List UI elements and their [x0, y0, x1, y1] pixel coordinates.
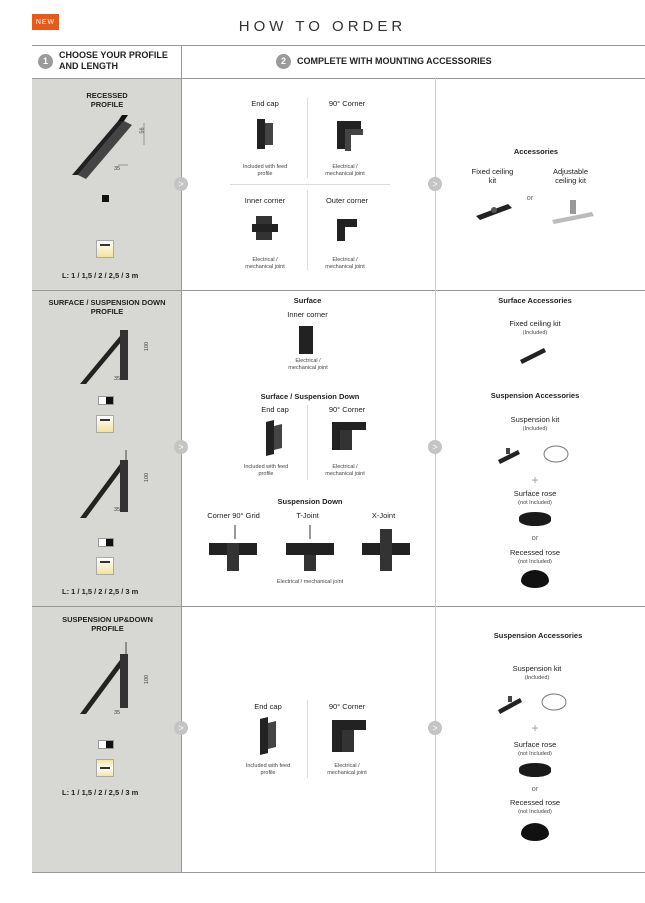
fixed-kit-label: Fixed ceiling kit: [471, 167, 514, 185]
fixed-kit-image: [474, 200, 514, 222]
next-chevron-icon[interactable]: >: [174, 177, 188, 191]
recessed-rose-image: [521, 823, 549, 841]
corner90-label: 90° Corner: [328, 99, 366, 108]
dim-height: 100: [144, 674, 151, 685]
plus-icon: +: [531, 721, 539, 735]
suspension-accessories-title: Suspension Accessories: [493, 631, 583, 640]
x-joint-label: X-Joint: [371, 511, 396, 520]
suspension-down-title: Suspension Down: [277, 497, 343, 506]
end-cap-image: [253, 117, 277, 153]
dim-width: 35: [114, 376, 121, 382]
divider: [32, 78, 645, 79]
surface-rose-note: (not Included): [518, 500, 552, 506]
step2-label: COMPLETE WITH MOUNTING ACCESSORIES: [297, 56, 492, 66]
surface-accessories-title: Surface Accessories: [498, 296, 572, 305]
divider: [307, 190, 308, 270]
fixed-kit-note: (Included): [522, 330, 548, 336]
next-chevron-icon[interactable]: >: [174, 440, 188, 454]
x-joint-image: [358, 525, 414, 573]
color-swatch: [98, 538, 114, 547]
corner90-label: 90° Corner: [328, 405, 366, 414]
inner-corner-image: [295, 322, 319, 358]
fixed-kit-image: [518, 344, 548, 366]
corner90-image: [330, 716, 370, 756]
divider: [181, 45, 182, 872]
end-cap-label: End cap: [254, 702, 282, 711]
inner-corner-image: [250, 212, 282, 248]
or-text: or: [526, 193, 534, 202]
next-chevron-icon[interactable]: >: [428, 177, 442, 191]
end-cap-label: End cap: [261, 405, 289, 414]
recessed-rose-note: (not Included): [518, 559, 552, 565]
dim-height: 100: [144, 341, 151, 352]
recessed-rose-note: (not Included): [518, 809, 552, 815]
corner90-note: Electrical / mechanical joint: [325, 164, 365, 177]
step1-label: CHOOSE YOUR PROFILE AND LENGTH: [59, 50, 168, 71]
corner90-image: [330, 418, 370, 454]
length-options: L: 1 / 1,5 / 2 / 2,5 / 3 m: [62, 587, 139, 596]
surface-suspension-title: Surface / Suspension Down: [260, 392, 360, 401]
dim-width: 35: [114, 710, 121, 716]
corner90-image: [333, 117, 367, 153]
plus-icon: +: [531, 473, 539, 487]
grid-joint-image: [205, 525, 261, 573]
color-swatch: [98, 396, 114, 405]
recessed-rose-label: Recessed rose: [509, 548, 561, 557]
outer-corner-label: Outer corner: [325, 196, 369, 205]
new-badge: NEW: [32, 14, 59, 30]
surface-rose-image: [519, 512, 551, 526]
surface-rose-image: [519, 763, 551, 777]
next-chevron-icon[interactable]: >: [174, 721, 188, 735]
or-text: or: [531, 784, 539, 793]
suspension-kit-label: Suspension kit: [512, 664, 562, 673]
next-chevron-icon[interactable]: >: [428, 721, 442, 735]
step1-header: [38, 50, 178, 72]
suspension-kit-image: [494, 442, 576, 468]
adjustable-kit-label: Adjustable ceiling kit: [552, 167, 589, 185]
light-emission-icon: [96, 415, 114, 433]
inner-corner-note: Electrical / mechanical joint: [288, 358, 328, 371]
t-joint-label: T-Joint: [296, 511, 319, 520]
page-title: HOW TO ORDER: [238, 18, 407, 35]
divider: [307, 700, 308, 778]
surface-rose-label: Surface rose: [513, 740, 557, 749]
inner-corner-note: Electrical / mechanical joint: [245, 257, 285, 270]
divider: [435, 78, 436, 872]
outer-corner-image: [333, 215, 361, 245]
divider: [307, 98, 308, 178]
fixed-kit-label: Fixed ceiling kit: [509, 319, 561, 328]
joint-note: Electrical / mechanical joint: [276, 579, 344, 585]
recessed-rose-image: [521, 570, 549, 588]
outer-corner-note: Electrical / mechanical joint: [325, 257, 365, 270]
divider: [32, 45, 645, 46]
color-swatch: [98, 740, 114, 749]
suspension-accessories-title: Suspension Accessories: [490, 391, 580, 400]
suspension-kit-note: (Included): [524, 675, 550, 681]
grid-label: Corner 90° Grid: [207, 511, 260, 520]
dim-height: 100: [144, 472, 151, 483]
light-emission-icon: [96, 759, 114, 777]
suspension-kit-image: [494, 690, 576, 718]
divider: [32, 872, 645, 873]
end-cap-note: Included with feed profile: [243, 464, 289, 477]
end-cap-note: Included with feed profile: [242, 164, 288, 177]
length-options: L: 1 / 1,5 / 2 / 2,5 / 3 m: [62, 271, 139, 280]
t-joint-image: [282, 525, 338, 573]
dim-height: 56: [139, 127, 146, 134]
divider: [32, 606, 645, 607]
end-cap-note: Included with feed profile: [245, 763, 291, 776]
divider: [230, 184, 390, 185]
recessed-profile-image: [62, 113, 162, 183]
accessories-title: Accessories: [513, 147, 559, 156]
inner-corner-label: Inner corner: [244, 196, 286, 205]
dim-width: 35: [114, 166, 121, 172]
surface-rose-label: Surface rose: [513, 489, 557, 498]
light-emission-icon: [96, 240, 114, 258]
end-cap-label: End cap: [251, 99, 279, 108]
inner-corner-label: Inner corner: [287, 310, 328, 319]
step2-number: 2: [276, 54, 291, 69]
dim-width: 35: [114, 507, 121, 513]
suspension-kit-note: (Included): [522, 426, 548, 432]
step1-number: 1: [38, 54, 53, 69]
surface-rose-note: (not Included): [518, 751, 552, 757]
divider: [32, 290, 645, 291]
black-swatch-icon: [102, 195, 109, 202]
end-cap-image: [260, 418, 288, 458]
suspension-updown-profile-image: [74, 642, 154, 718]
length-options: L: 1 / 1,5 / 2 / 2,5 / 3 m: [62, 788, 139, 797]
profile-title: SURFACE / SUSPENSION DOWN PROFILE: [48, 298, 166, 316]
adjustable-kit-image: [550, 198, 596, 226]
profile-title: RECESSED PROFILE: [86, 91, 128, 109]
step2-header: [276, 54, 492, 69]
divider: [307, 405, 308, 480]
recessed-rose-label: Recessed rose: [509, 798, 561, 807]
or-text: or: [531, 533, 539, 542]
corner90-note: Electrical / mechanical joint: [325, 464, 365, 477]
next-chevron-icon[interactable]: >: [428, 440, 442, 454]
suspension-kit-label: Suspension kit: [510, 415, 560, 424]
surface-title: Surface: [293, 296, 322, 305]
corner90-label: 90° Corner: [328, 702, 366, 711]
profile-title: SUSPENSION UP&DOWN PROFILE: [62, 615, 153, 633]
end-cap-image: [254, 715, 282, 757]
corner90-note: Electrical / mechanical joint: [327, 763, 367, 776]
light-emission-icon: [96, 557, 114, 575]
